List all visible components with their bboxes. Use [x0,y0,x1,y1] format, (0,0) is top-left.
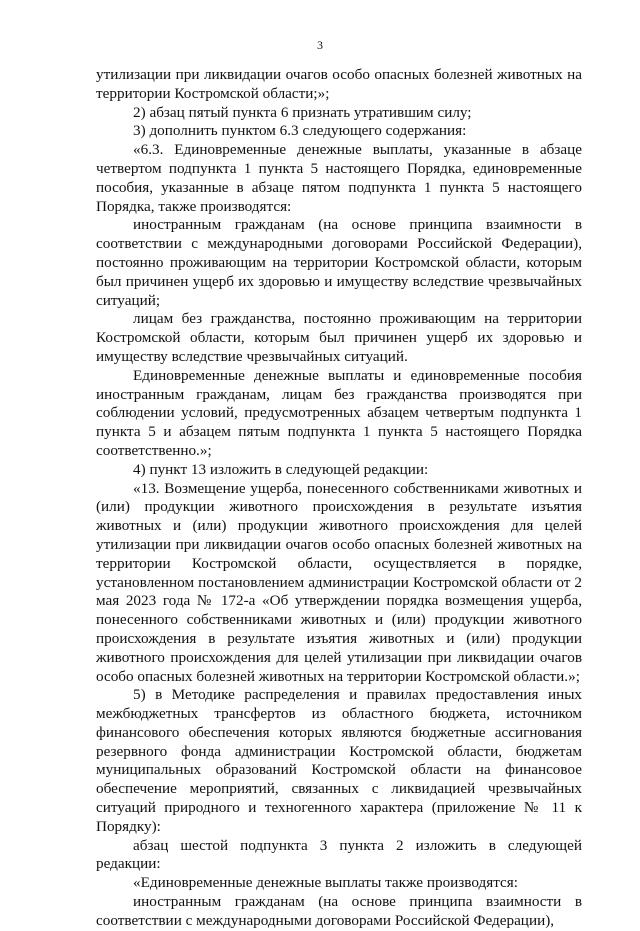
paragraph-point-6-3: «6.3. Единовременные денежные выплаты, указанные в абзаце четвертом подпункта 1 пункта 5 настоящего Порядка, единовременные пособия, указанные в абзаце пятом подпункта 1 пункта 5 настоящего Порядка, также производятся: [96,141,582,215]
paragraph-payments-conditions: Единовременные денежные выплаты и единовременные пособия иностранным гражданам, лицам без гражданства производятся при соблюдении условий, предусмотренных абзацем четвертым подпункта 1 пункта 5 и абзацем пятым подпункта 1 пункта 5 настоящего Порядка соответственно.»; [96,366,582,459]
paragraph-sixth-abzac: абзац шестой подпункта 3 пункта 2 изложить в следующей редакции: [96,836,582,873]
paragraph-payments-also: «Единовременные денежные выплаты также производятся: [133,874,518,892]
paragraph-foreign-citizens-2: иностранным гражданам (на основе принципа взаимности в соответствии с международными договорами Российской Федерации), [96,893,582,929]
paragraph-item-3: 3) дополнить пунктом 6.3 следующего содержания: [133,122,467,140]
paragraph-item-5: 5) в Методике распределения и правилах предоставления иных межбюджетных трансфертов из областного бюджета, источником финансового обеспечения которых являются бюджетные ассигнования резервного фонда администрации Костромской области, бюджетам муниципальных образований Костромской области на финансовое обеспечение мероприятий, связанных с ликвидацией чрезвычайных ситуаций природного и техногенного характера (приложение № 11 к Порядку): [96,686,582,835]
paragraph-stateless-persons: лицам без гражданства, постоянно проживающим на территории Костромской области, которым был причинен ущерб их здоровью и имуществу вследствие чрезвычайных ситуаций. [96,310,582,365]
document-body [96,66,582,931]
paragraph-foreign-citizens: иностранным гражданам (на основе принципа взаимности в соответствии с международными договорами Российской Федерации), постоянно проживающим на территории Костромской области, которым был причинен ущерб их здоровью и имуществу вследствие чрезвычайных ситуаций; [96,216,582,309]
paragraph-item-2: 2) абзац пятый пункта 6 признать утратившим силу; [133,103,472,121]
paragraph-item-4: 4) пункт 13 изложить в следующей редакции: [133,460,429,478]
paragraph-point-13: «13. Возмещение ущерба, понесенного собственниками животных и (или) продукции животного происхождения в результате изъятия животных и (или) продукции животного происхождения для целей утилизации при ликвидации очагов особо опасных болезней животных на территории Костромской области, осуществляется в порядке, установленном постановлением администрации Костромской области от 2 мая 2023 года № 172-а «Об утверждении порядка возмещения ущерба, понесенного собственниками животных и (или) продукции животного происхождения в результате изъятия животных и (или) продукции животного происхождения для целей утилизации при ликвидации очагов особо опасных болезней животных на территории Костромской области.»; [96,479,582,685]
page-number: 3 [317,38,323,52]
paragraph-continuation: утилизации при ликвидации очагов особо опасных болезней животных на территории Костромской области;»; [96,66,582,102]
